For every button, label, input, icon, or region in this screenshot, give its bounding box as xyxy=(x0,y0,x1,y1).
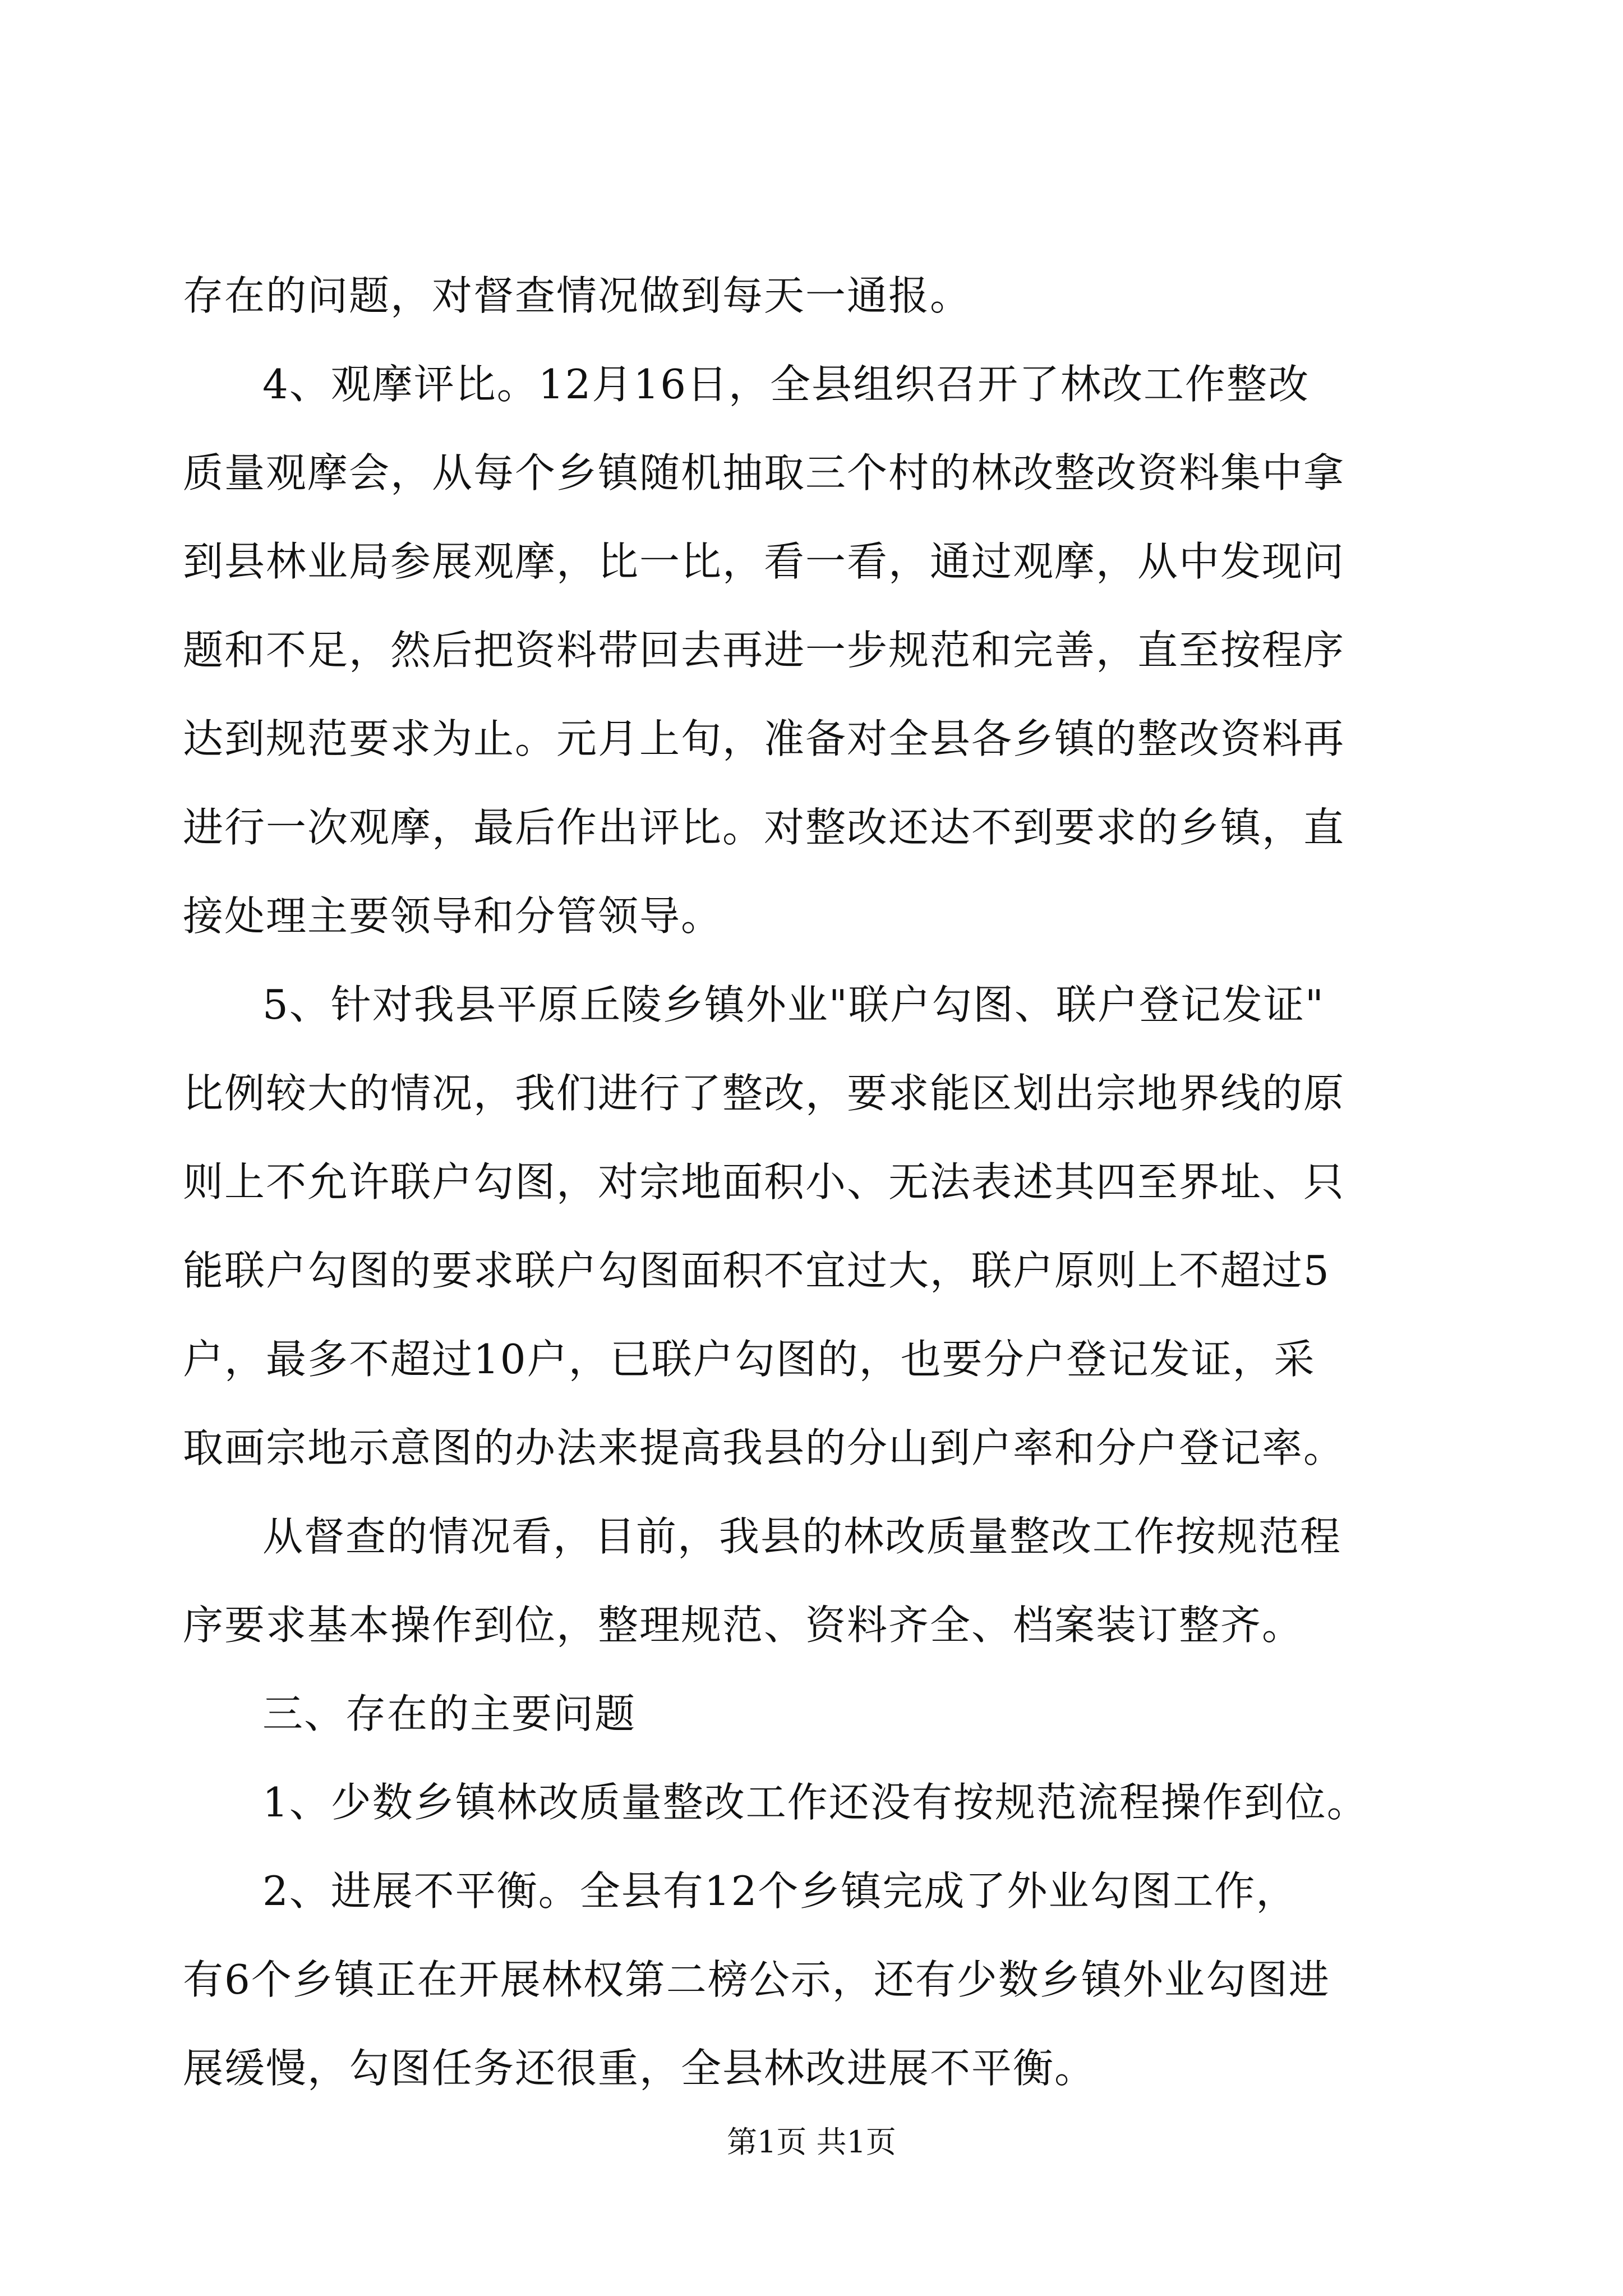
text-line: 达到规范要求为止。元月上旬，准备对全县各乡镇的整改资料再 xyxy=(183,715,1345,762)
text-line: 1、少数乡镇林改质量整改工作还没有按规范流程操作到位。 xyxy=(262,1779,1368,1826)
text-line: 有6个乡镇正在开展林权第二榜公示，还有少数乡镇外业勾图进 xyxy=(183,1956,1330,2003)
text-line: 能联户勾图的要求联户勾图面积不宜过大，联户原则上不超过5 xyxy=(183,1247,1330,1294)
text-line: 4、观摩评比。12月16日，全县组织召开了林改工作整改 xyxy=(262,361,1310,408)
text-line: 进行一次观摩，最后作出评比。对整改还达不到要求的乡镇，直 xyxy=(183,804,1345,851)
document-body xyxy=(183,251,1445,2113)
text-line: 存在的问题，对督查情况做到每天一通报。 xyxy=(183,272,972,319)
text-line: 5、针对我县平原丘陵乡镇外业"联户勾图、联户登记发证" xyxy=(262,981,1325,1028)
text-line: 接处理主要领导和分管领导。 xyxy=(183,892,723,940)
text-line: 质量观摩会，从每个乡镇随机抽取三个村的林改整改资料集中拿 xyxy=(183,449,1345,496)
text-line: 比例较大的情况，我们进行了整改，要求能区划出宗地界线的原 xyxy=(183,1070,1345,1117)
text-line: 户，最多不超过10户，已联户勾图的，也要分户登记发证，采 xyxy=(183,1336,1316,1383)
text-line: 展缓慢，勾图任务还很重，全县林改进展不平衡。 xyxy=(183,2045,1096,2092)
page-number-footer: 第1页 共1页 xyxy=(727,2124,896,2160)
section-heading: 三、存在的主要问题 xyxy=(262,1690,637,1737)
text-line: 则上不允许联户勾图，对宗地面积小、无法表述其四至界址、只 xyxy=(183,1158,1345,1205)
text-line: 取画宗地示意图的办法来提高我县的分山到户率和分户登记率。 xyxy=(183,1424,1345,1471)
text-line: 2、进展不平衡。全县有12个乡镇完成了外业勾图工作， xyxy=(262,1867,1298,1915)
text-line: 题和不足，然后把资料带回去再进一步规范和完善，直至按程序 xyxy=(183,627,1345,674)
text-line: 序要求基本操作到位，整理规范、资料齐全、档案装订整齐。 xyxy=(183,1602,1304,1649)
text-line: 到县林业局参展观摩，比一比，看一看，通过观摩，从中发现问 xyxy=(183,538,1345,585)
text-line: 从督查的情况看，目前，我县的林改质量整改工作按规范程 xyxy=(262,1513,1342,1560)
